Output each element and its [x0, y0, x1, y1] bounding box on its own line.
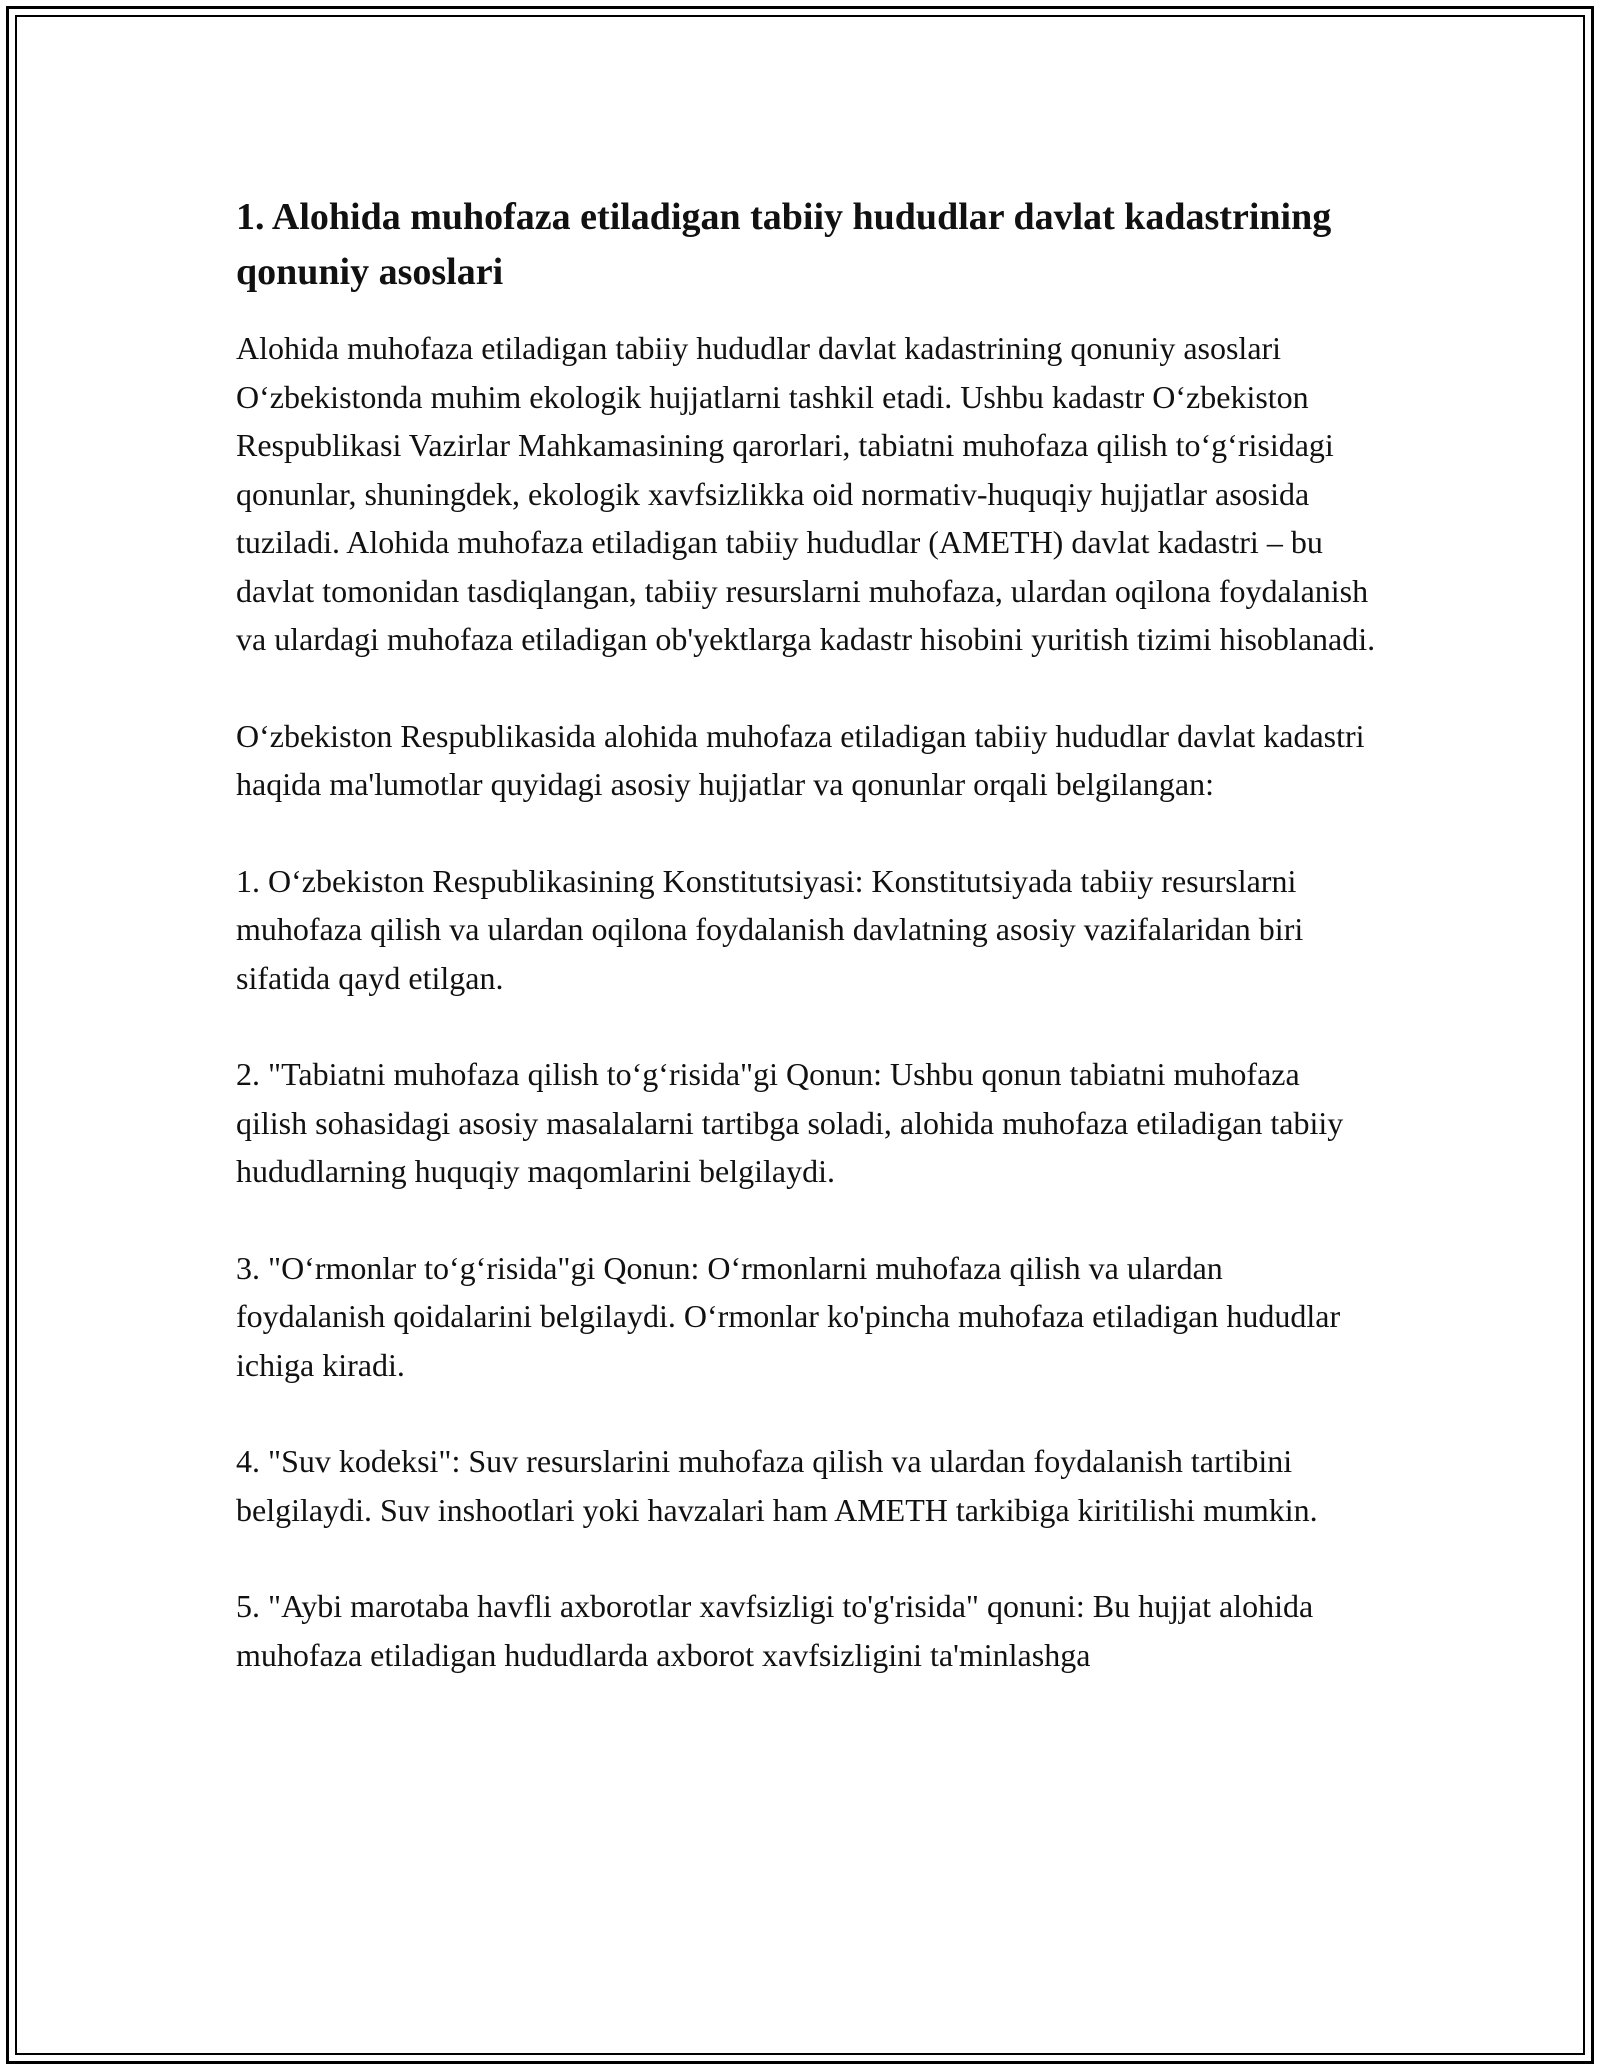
section-title: 1. Alohida muhofaza etiladigan tabiiy hududlar davlat kadastrining qonuniy asoslari [236, 196, 1332, 293]
document-body [236, 190, 1376, 1679]
list-item-constitution: 1. O‘zbekiston Respublikasining Konstitutsiyasi: Konstitutsiyada tabiiy resurslarni muhofaza qilish va ulardan oqilona foydalanish davlatning asosiy vazifalaridan biri sifatida qayd etilgan. [236, 862, 1304, 996]
paragraph-list-lead: O‘zbekiston Respublikasida alohida muhofaza etiladigan tabiiy hududlar davlat kadastri haqida ma'lumotlar quyidagi asosiy hujjatlar va qonunlar orqali belgilangan: [236, 717, 1365, 802]
list-item-nature-law: 2. "Tabiatni muhofaza qilish to‘g‘risida"gi Qonun: Ushbu qonun tabiatni muhofaza qilish sohasidagi asosiy masalalarni tartibga soladi, alohida muhofaza etiladigan tabiiy hududlarning huquqiy maqomlarini belgilaydi. [236, 1056, 1344, 1189]
list-item-information-law: 5. "Aybi marotaba havfli axborotlar xavfsizligi to'g'risida" qonuni: Bu hujjat alohida muhofaza etiladigan hududlarda axborot xavfsizligini ta'minlashga [236, 1588, 1314, 1673]
list-item-forest-law: 3. "O‘rmonlar to‘g‘risida"gi Qonun: O‘rmonlarni muhofaza qilish va ulardan foydalanish qoidalarini belgilaydi. O‘rmonlar ko'pincha muhofaza etiladigan hududlar ichiga kiradi. [236, 1249, 1341, 1383]
list-item-water-code: 4. "Suv kodeksi": Suv resurslarini muhofaza qilish va ulardan foydalanish tartibini belgilaydi. Suv inshootlari yoki havzalari ham AMETH tarkibiga kiritilishi mumkin. [236, 1443, 1318, 1528]
paragraph-intro: Alohida muhofaza etiladigan tabiiy hududlar davlat kadastrining qonuniy asoslari O‘zbekistonda muhim ekologik hujjatlarni tashkil etadi. Ushbu kadastr O‘zbekiston Respublikasi Vazirlar Mahkamasining qarorlari, tabiatni muhofaza qilish to‘g‘risidagi qonunlar, shuningdek, ekologik xavfsizlikka oid normativ-huquqiy hujjatlar asosida tuziladi. Alohida muhofaza etiladigan tabiiy hududlar (AMETH) davlat kadastri – bu davlat tomonidan tasdiqlangan, tabiiy resurslarni muhofaza, ulardan oqilona foydalanish va ulardagi muhofaza etiladigan ob'yektlarga kadastr hisobini yuritish tizimi hisoblanadi. [236, 330, 1376, 657]
